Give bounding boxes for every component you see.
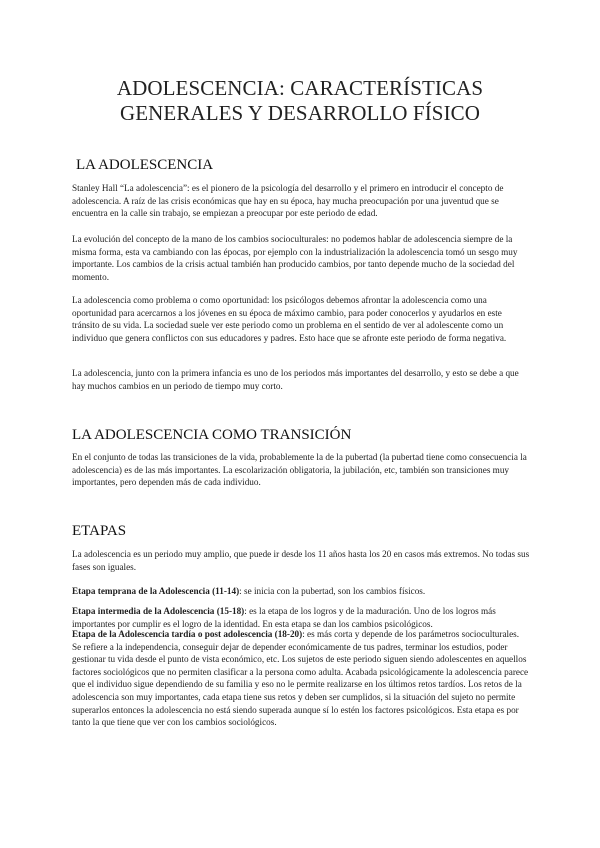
paragraph-etapa-temprana	[72, 585, 530, 598]
paragraph-periodo-amplio: La adolescencia es un periodo muy amplio, que puede ir desde los 11 años hasta los 20 en casos más extremos. No todas sus fases son iguales.	[72, 549, 530, 572]
etapa-temprana-title: Etapa temprana de la Adolescencia (11-14)	[72, 586, 240, 596]
paragraph-etapa-intermedia	[72, 605, 530, 630]
etapa-tardia-title: Etapa de la Adolescencia tardía o post adolescencia (18-20)	[72, 629, 303, 639]
heading-transicion: LA ADOLESCENCIA COMO TRANSICIÓN	[72, 427, 352, 443]
paragraph-evolucion-concepto: La evolución del concepto de la mano de los cambios socioculturales: no podemos hablar de adolescencia siempre de la misma forma, esta va cambiando con las épocas, por ejemplo con la industrialización la adolescencia tomó un sesgo muy importante. Los cambios de la crisis actual también han producido cambios, por tanto depende mucho de la sociedad del momento.	[72, 234, 518, 282]
heading-etapas: ETAPAS	[72, 523, 127, 539]
heading-la-adolescencia: LA ADOLESCENCIA	[76, 157, 214, 173]
paragraph-stanley-hall: Stanley Hall “La adolescencia”: es el pionero de la psicología del desarrollo y el primero en introducir el concepto de adolescencia. A raíz de las crisis económicas que hay en su época, hay mucha preocupación por una juventud que se encuentra en la calle sin trabajo, se empiezan a preocupar por este periodo de edad.	[72, 183, 504, 219]
etapa-tardia-text: : es más corta y depende de los parámetros socioculturales. Se refiere a la independencia, conseguir dejar de depender económicamente de tus padres, terminar los estudios, poder gestionar tu vida desde el punto de vista económico, etc. Los sujetos de este periodo siguen siendo adolescentes en aquellos factores sociológicos que no permiten clasificar a la persona como adulta. Acabada psicológicamente la adolescencia parece que el individuo sigue dependiendo de su familia y eso no le permite realizarse en los últimos retos tardíos. Los retos de la adolescencia son muy importantes, cada etapa tiene sus retos y deben ser cumplidos, si la situación del sujeto no permite superarlos entonces la adolescencia no está siendo superada aunque sí lo estén los factores psicológicos. Esta etapa es por tanto la que tiene que ver con los cambios sociológicos.	[72, 629, 529, 728]
paragraph-primera-infancia: La adolescencia, junto con la primera infancia es uno de los periodos más importantes del desarrollo, y esto se debe a que hay muchos cambios en un periodo de tiempo muy corto.	[72, 368, 519, 391]
document-title: ADOLESCENCIA: CARACTERÍSTICAS GENERALES Y DESARROLLO FÍSICO	[116, 76, 484, 125]
paragraph-problema-oportunidad: La adolescencia como problema o como oportunidad: los psicólogos debemos afrontar la adolescencia como una oportunidad para acercarnos a los jóvenes en su época de máximo cambio, para poder conocerlos y ayudarlos en este tránsito de su vida. La sociedad suele ver este periodo como un problema en el sentido de ver al adolescente como un individuo que genera conflictos con sus educadores y padres. Esto hace que se afronte este periodo de forma negativa.	[72, 295, 507, 343]
etapa-intermedia-text: : es la etapa de los logros y de la maduración. Uno de los logros más importantes por cumplir es el logro de la identidad. En esta etapa se dan los cambios psicológicos.	[72, 606, 496, 629]
paragraph-transiciones: En el conjunto de todas las transiciones de la vida, probablemente la de la pubertad (la pubertad tiene como consecuencia la adolescencia) es de las más importantes. La escolarización obligatoria, la jubilación, etc, también son transiciones muy importantes, pero dependen más de cada individuo.	[72, 452, 527, 488]
paragraph-etapa-tardia	[72, 628, 530, 729]
etapa-intermedia-title: Etapa intermedia de la Adolescencia (15-18)	[72, 606, 245, 616]
etapa-temprana-text: : se inicia con la pubertad, son los cambios físicos.	[239, 586, 426, 596]
